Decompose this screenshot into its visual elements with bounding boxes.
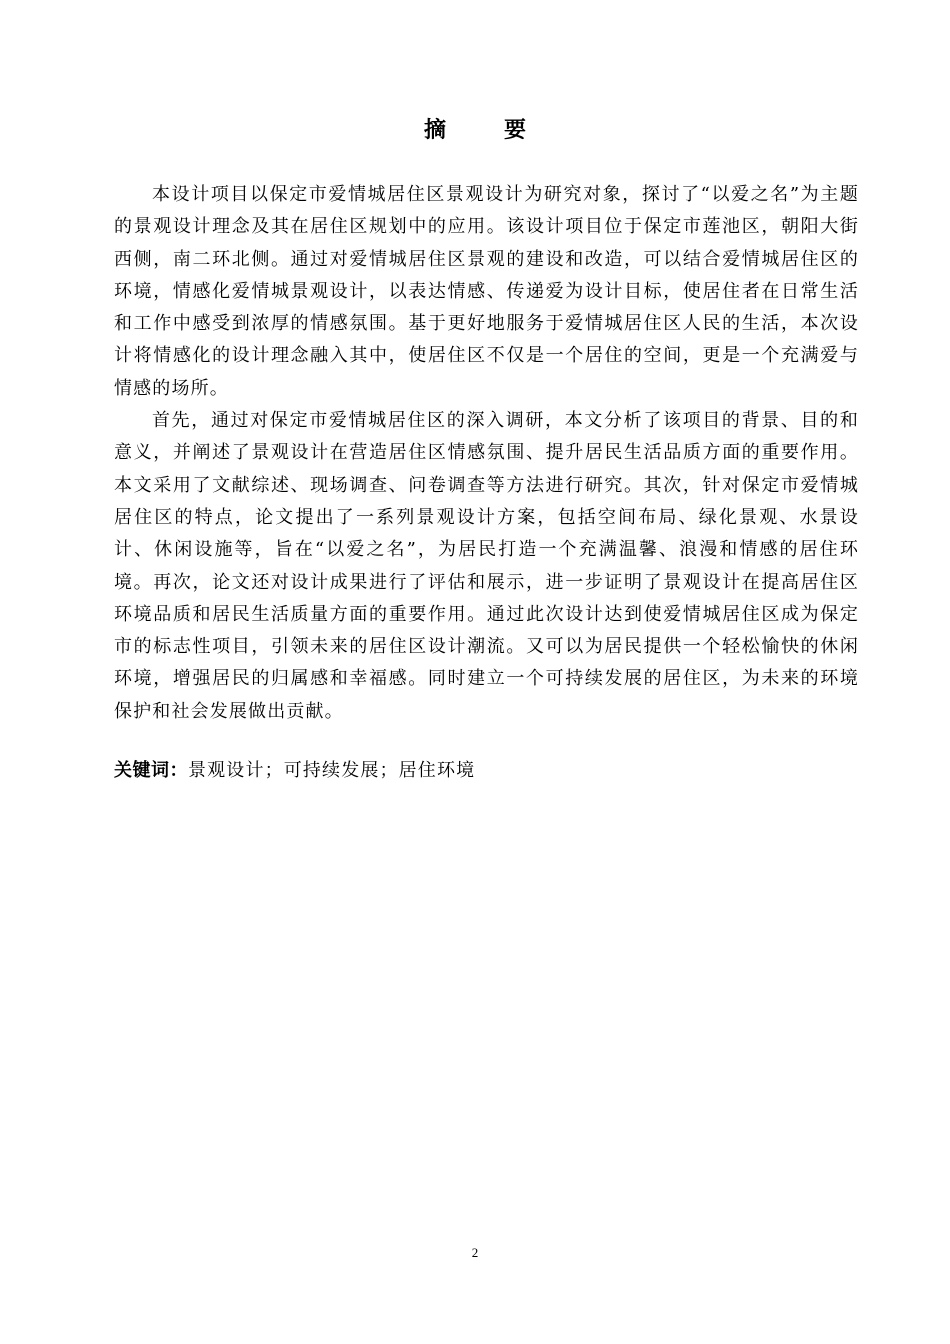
abstract-body: [114, 179, 859, 728]
abstract-paragraph-2: 首先，通过对保定市爱情城居住区的深入调研，本文分析了该项目的背景、目的和意义，并阐述了景观设计在营造居住区情感氛围、提升居民生活品质方面的重要作用。本文采用了文献综述、现场调查、问卷调查等方法进行研究。其次，针对保定市爱情城居住区的特点，论文提出了一系列景观设计方案，包括空间布局、绿化景观、水景设计、休闲设施等，旨在“以爱之名”，为居民打造一个充满温馨、浪漫和情感的居住环境。再次，论文还对设计成果进行了评估和展示，进一步证明了景观设计在提高居住区环境品质和居民生活质量方面的重要作用。通过此次设计达到使爱情城居住区成为保定市的标志性项目，引领未来的居住区设计潮流。又可以为居民提供一个轻松愉快的休闲环境，增强居民的归属感和幸福感。同时建立一个可持续发展的居住区，为未来的环境保护和社会发展做出贡献。: [114, 410, 859, 722]
keywords-text: 景观设计；可持续发展；居住环境: [188, 760, 476, 781]
abstract-paragraph-1: 本设计项目以保定市爱情城居住区景观设计为研究对象，探讨了“以爱之名”为主题的景观设计理念及其在居住区规划中的应用。该设计项目位于保定市莲池区，朝阳大街西侧，南二环北侧。通过对爱情城居住区景观的建设和改造，可以结合爱情城居住区的环境，情感化爱情城景观设计，以表达情感、传递爱为设计目标，使居住者在日常生活和工作中感受到浓厚的情感氛围。基于更好地服务于爱情城居住区人民的生活，本次设计将情感化的设计理念融入其中，使居住区不仅是一个居住的空间，更是一个充满爱与情感的场所。: [114, 184, 859, 399]
keywords-line: [114, 755, 859, 787]
page-number: 2: [471, 1245, 479, 1260]
abstract-title: 摘 要: [423, 118, 544, 143]
keywords-label: 关键词：: [114, 760, 188, 781]
